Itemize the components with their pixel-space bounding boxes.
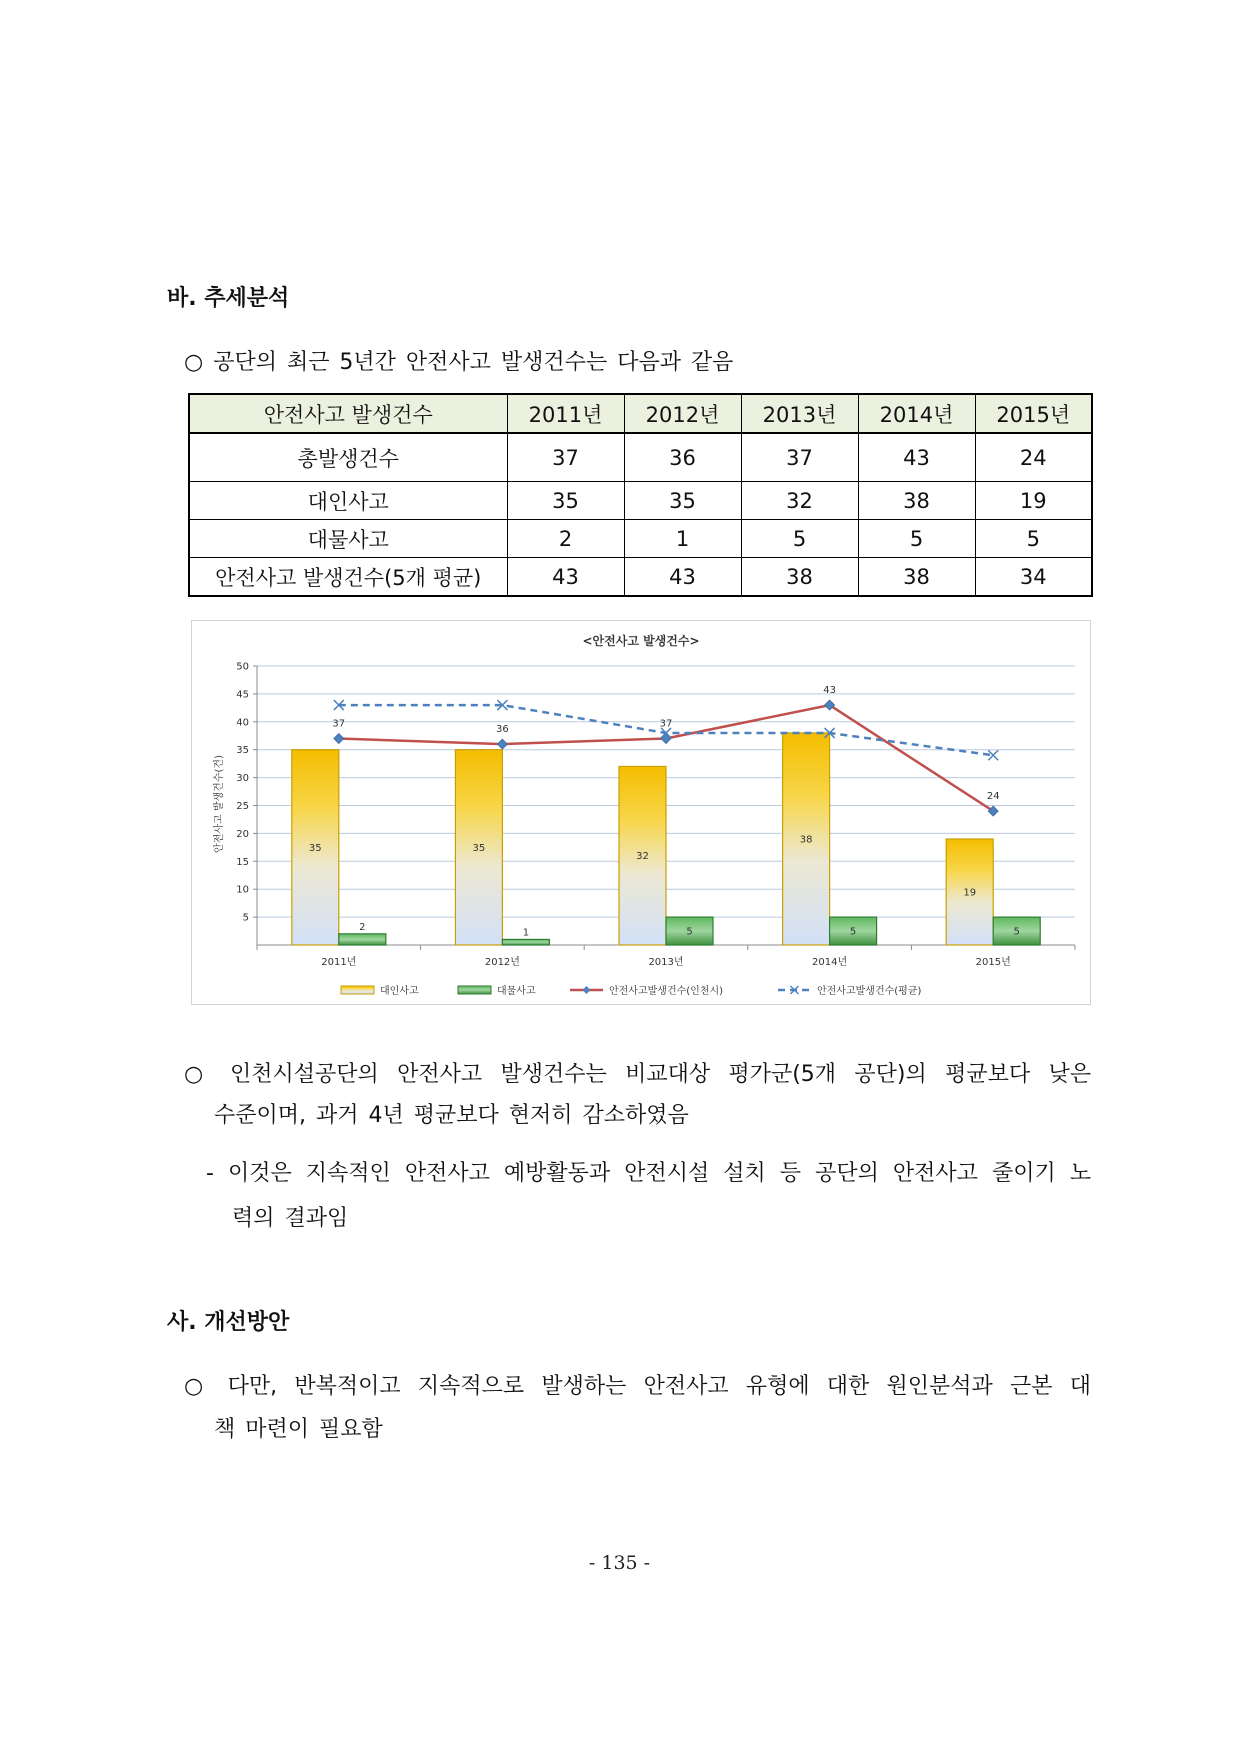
- bar-label-personal-injury-4: 19: [963, 887, 977, 899]
- table-cell: 24: [975, 433, 1092, 482]
- table-row: [189, 482, 1092, 520]
- improvement-line-1: ○ 다만, 반복적이고 지속적으로 발생하는 안전사고 유형에 대한 원인분석과 근본 대: [184, 1374, 1091, 1399]
- y-tick-label-45: 45: [236, 689, 249, 701]
- column-header-year: 2011년: [507, 394, 624, 433]
- column-header-year: 2015년: [975, 394, 1092, 433]
- table-cell: 2: [507, 520, 624, 558]
- table-cell: 5: [858, 520, 975, 558]
- table-row: [189, 558, 1092, 597]
- table-cell: 32: [741, 482, 858, 520]
- point-label-incheon-1: 36: [496, 724, 509, 736]
- point-label-incheon-3: 43: [823, 685, 836, 697]
- bar-label-property-damage-2: 5: [686, 926, 693, 938]
- table-cell: 1: [624, 520, 741, 558]
- table-row: [189, 433, 1092, 482]
- column-header-year: 2013년: [741, 394, 858, 433]
- section-heading-trend: 바. 추세분석: [167, 286, 290, 311]
- chart-container: [191, 620, 1091, 1005]
- point-label-incheon-4: 24: [986, 791, 1000, 803]
- legend-label-0: 대인사고: [380, 986, 419, 997]
- improvement-line-2: 책 마련이 필요함: [214, 1417, 383, 1442]
- x-category-label-2: 2013년: [648, 957, 684, 968]
- table-cell: 19: [975, 482, 1092, 520]
- page-number: - 135 -: [588, 1552, 651, 1574]
- row-label: 대인사고: [189, 482, 507, 520]
- bar-label-personal-injury-2: 32: [636, 851, 649, 863]
- y-axis-title: 안전사고 발생건수(건): [214, 755, 225, 853]
- x-category-label-4: 2015년: [975, 957, 1011, 968]
- finding-line-1: ○ 인천시설공단의 안전사고 발생건수는 비교대상 평가군(5개 공단)의 평균보다 낮은: [184, 1062, 1091, 1087]
- table-cell: 36: [624, 433, 741, 482]
- x-category-label-1: 2012년: [484, 957, 520, 968]
- y-tick-label-50: 50: [236, 661, 249, 673]
- bar-label-property-damage-3: 5: [849, 926, 857, 938]
- legend-label-3: 안전사고발생건수(평균): [817, 986, 922, 997]
- row-label: 대물사고: [189, 520, 507, 558]
- y-tick-label-30: 30: [236, 773, 249, 785]
- accident-trend-chart: [191, 620, 1091, 1005]
- row-label: 안전사고 발생건수(5개 평균): [189, 558, 507, 597]
- legend-label-2: 안전사고발생건수(인천시): [609, 986, 724, 997]
- legend-label-1: 대물사고: [497, 986, 536, 997]
- table-cell: 35: [624, 482, 741, 520]
- table-cell: 35: [507, 482, 624, 520]
- table-cell: 5: [975, 520, 1092, 558]
- reason-line-2: 력의 결과임: [232, 1206, 349, 1231]
- table-cell: 34: [975, 558, 1092, 597]
- x-category-label-3: 2014년: [812, 957, 848, 968]
- table-header-row: [189, 394, 1092, 433]
- table-cell: 38: [858, 482, 975, 520]
- table-cell: 38: [858, 558, 975, 597]
- y-tick-label-35: 35: [236, 745, 249, 757]
- column-header-year: 2014년: [858, 394, 975, 433]
- point-label-incheon-0: 37: [332, 718, 346, 730]
- intro-bullet: ○ 공단의 최근 5년간 안전사고 발생건수는 다음과 같음: [184, 350, 734, 375]
- bar-property-damage-0: [339, 934, 386, 945]
- table-cell: 43: [507, 558, 624, 597]
- table-row: [189, 520, 1092, 558]
- column-header-category: 안전사고 발생건수: [189, 394, 507, 433]
- x-category-label-0: 2011년: [321, 957, 357, 968]
- reason-line-1: - 이것은 지속적인 안전사고 예방활동과 안전시설 설치 등 공단의 안전사고 줄이기 노: [206, 1161, 1091, 1186]
- bar-label-personal-injury-1: 35: [472, 842, 486, 854]
- y-tick-label-40: 40: [236, 717, 249, 729]
- table-cell: 37: [507, 433, 624, 482]
- y-tick-label-5: 5: [242, 912, 249, 924]
- section-heading-improvement: 사. 개선방안: [167, 1310, 290, 1335]
- table-cell: 37: [741, 433, 858, 482]
- table-cell: 43: [858, 433, 975, 482]
- bar-label-personal-injury-0: 35: [308, 842, 322, 854]
- y-tick-label-15: 15: [236, 856, 249, 868]
- y-tick-label-25: 25: [236, 801, 249, 812]
- legend-swatch-1: [458, 986, 491, 994]
- legend-swatch-0: [341, 986, 374, 994]
- bar-label-property-damage-4: 5: [1013, 926, 1020, 938]
- bar-property-damage-1: [502, 939, 549, 945]
- finding-line-2: 수준이며, 과거 4년 평균보다 현저히 감소하였음: [214, 1103, 689, 1128]
- point-label-incheon-2: 37: [659, 718, 673, 730]
- accident-count-table: [188, 393, 1093, 597]
- chart-title: <안전사고 발생건수>: [582, 634, 700, 648]
- table-cell: 38: [741, 558, 858, 597]
- table-cell: 43: [624, 558, 741, 597]
- bar-label-property-damage-1: 1: [522, 927, 530, 939]
- bar-label-personal-injury-3: 38: [799, 834, 813, 846]
- row-label: 총발생건수: [189, 433, 507, 482]
- column-header-year: 2012년: [624, 394, 741, 433]
- y-tick-label-20: 20: [236, 828, 249, 840]
- table-cell: 5: [741, 520, 858, 558]
- bar-label-property-damage-0: 2: [359, 921, 366, 933]
- y-tick-label-10: 10: [236, 884, 249, 896]
